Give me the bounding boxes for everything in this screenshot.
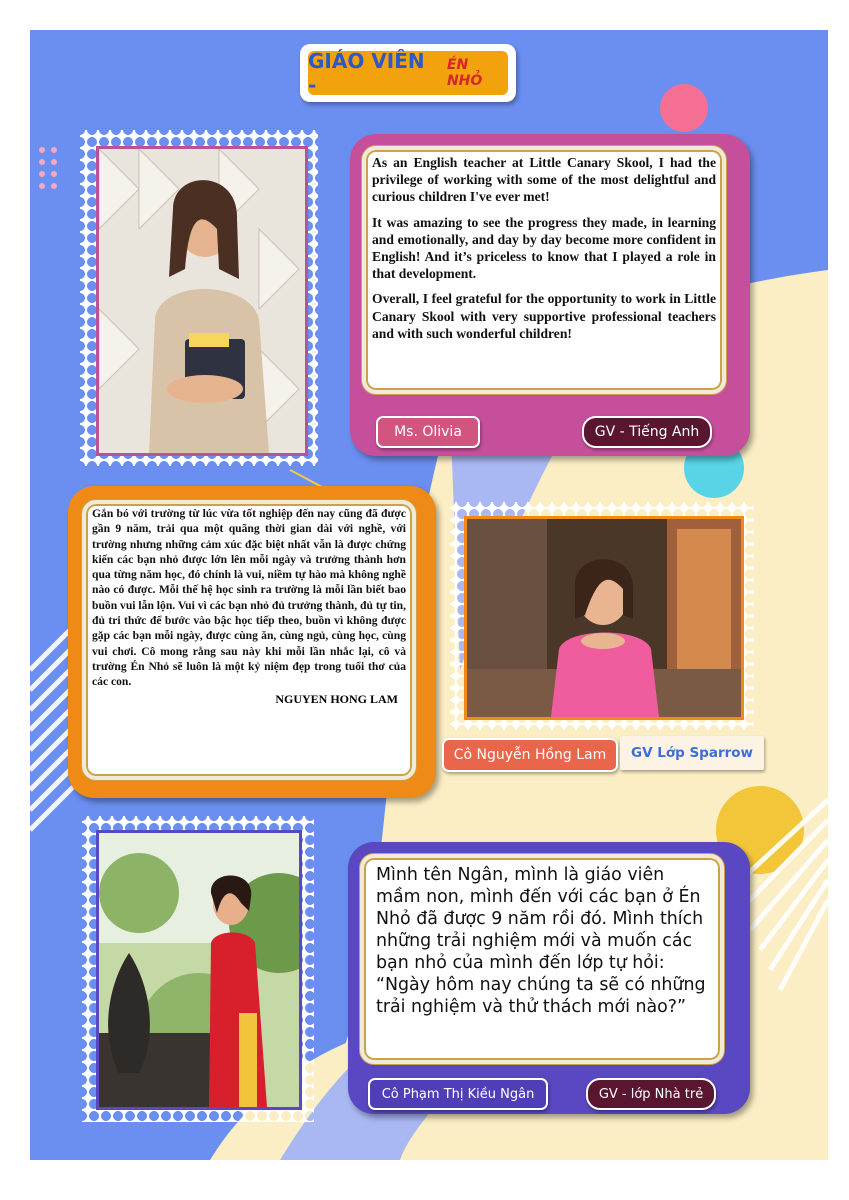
quote-box-ngan [360,854,724,1064]
quote-lam-text: Gắn bó với trường từ lúc vừa tốt nghiệp đến nay cũng đã được gần 9 năm, trải qua một quãng thời gian dài với nghề, với trường nhưng những cảm xúc đặc biệt nhất vẫn là được chứng kiến các bạn nhỏ được lớn lên mỗi ngày và trưởng thành hơn qua từng năm học, đó chính là vui, niềm tự hào mà không nghề nào có được. Mỗi thế hệ học sinh ra trường là mỗi lần biết bao buồn vui lẫn lộn. Vui vì các bạn nhỏ đủ trưởng thành, đủ tự tin, đủ tri thức để bước vào bậc học tiếp theo, buồn vì không được gặp các bạn mỗi ngày, được cùng ăn, cùng ngủ, cùng học, cùng vui chơi. Cô mong rằng sau này khi mỗi lần nhắc lại, cô và trường Én Nhỏ sẽ luôn là một kỷ niệm đẹp trong tuổi thơ của các con. [92,507,406,689]
photo-lam-image [467,519,741,717]
photo-olivia-image [99,149,305,453]
name-label-olivia: Ms. Olivia [376,416,480,448]
quote-box-lam [82,500,416,780]
signature-lam: NGUYEN HONG LAM [275,691,398,706]
page-background [30,30,828,1160]
photo-ngan [96,830,302,1110]
quote-olivia-p1: As an English teacher at Little Canary Skool, I had the privilege of working with some of the most delightful and curious children I've ever met! [372,155,716,205]
role-label-lam: GV Lớp Sparrow [620,736,764,770]
quote-ngan-text: Mình tên Ngân, mình là giáo viên mầm non, mình đến với các bạn ở Én Nhỏ đã được 9 năm rồi đó. Mình thích những trải nghiệm mới và muốn các bạn nhỏ của mình đến lớp tự hỏi: “Ngày hôm nay chúng ta sẽ có những trải nghiệm và thử thách mới nào?” [376,865,706,1017]
role-label-ngan: GV - lớp Nhà trẻ [586,1078,716,1110]
quote-card-olivia [350,134,750,456]
name-label-lam: Cô Nguyễn Hồng Lam [442,738,618,772]
quote-olivia-p2: It was amazing to see the progress they made, in learning and emotionally, and day by day become more confident in English! And it’s priceless to know that I played a role in that development. [372,214,716,282]
photo-olivia [96,146,308,456]
name-label-ngan: Cô Phạm Thị Kiều Ngân [368,1078,548,1110]
role-label-olivia: GV - Tiếng Anh [582,416,712,448]
quote-olivia-p3: Overall, I feel grateful for the opportunity to work in Little Canary Skool with very supportive professional teachers and with such wonderful children! [372,291,716,341]
quote-box-olivia [362,146,726,394]
photo-ngan-image [99,833,299,1107]
quote-card-ngan [348,842,750,1114]
page-subtitle: ÉN NHỎ [446,57,483,89]
page-title: GIÁO VIÊN - [308,49,425,97]
quote-card-lam [68,486,436,798]
title-badge [300,44,516,102]
photo-lam [464,516,744,720]
